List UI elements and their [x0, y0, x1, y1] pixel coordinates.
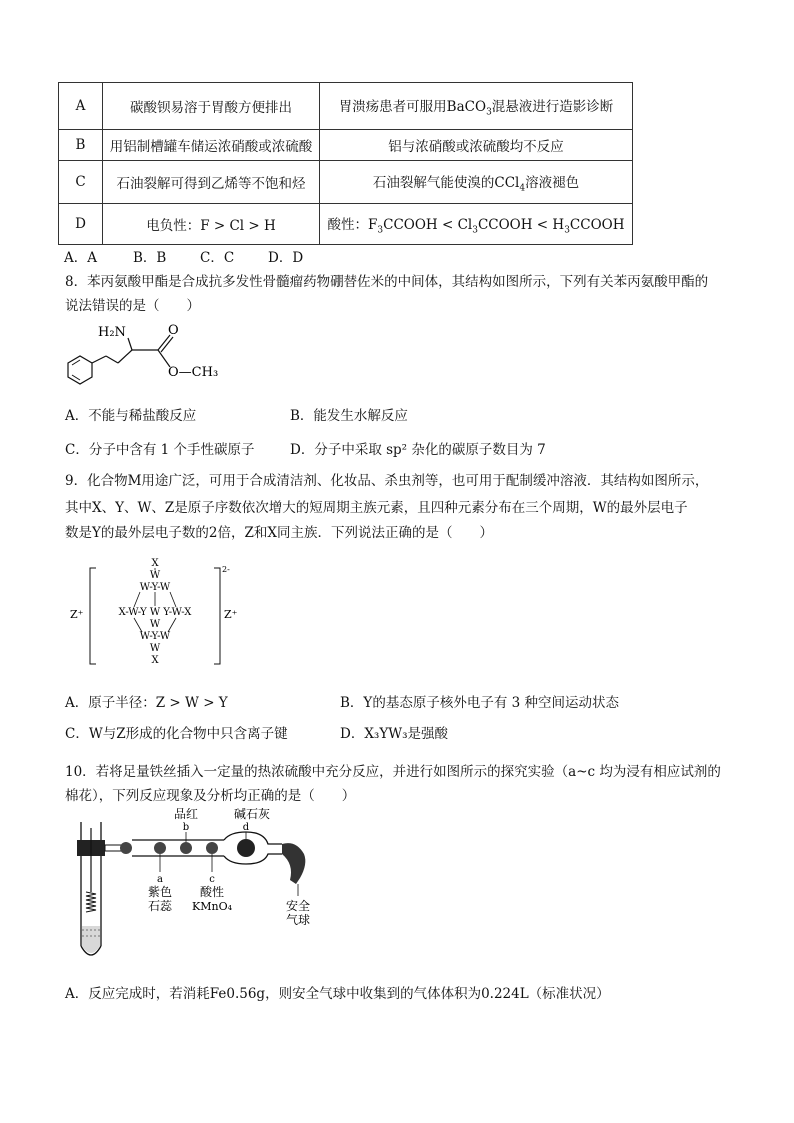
row-statement-1: 碳酸钡易溶于胃酸方便排出: [103, 83, 320, 130]
carbonyl-oxygen-label: O: [168, 323, 179, 338]
q7-option-a: A．A: [64, 250, 97, 266]
q8-option-a: A．不能与稀盐酸反应: [65, 408, 197, 424]
cation-right: Z⁺: [224, 608, 238, 621]
table-row: [59, 83, 633, 130]
q8-option-d: D．分子中采取 sp² 杂化的碳原子数目为 7: [290, 442, 546, 458]
charge-label: 2-: [222, 565, 230, 574]
table-row: [59, 204, 633, 245]
atom-row: X: [151, 655, 159, 666]
atom-row: W-Y-W: [139, 631, 171, 642]
q10-option-a: A．反应完成时，若消耗Fe0.56g，则安全气球中收集到的气体体积为0.224L（标准状况）: [65, 986, 610, 1002]
atom-row: X: [151, 558, 159, 569]
b-label: b: [182, 822, 190, 833]
q9-stem-line3: 数是Y的最外层电子数的2倍，Z和X同主族．下列说法正确的是（ ）: [65, 525, 493, 541]
compound-m-structure: [66, 552, 246, 672]
kmno4-label: KMnO₄: [192, 900, 232, 913]
zise-label: 紫色: [147, 885, 173, 899]
q8-stem-line2: 说法错误的是（ ）: [65, 298, 200, 314]
q7-option-b: B．B: [133, 250, 167, 266]
phenylalanine-methyl-ester-structure: [60, 320, 240, 388]
q10-stem-line1: 10．若将足量铁丝插入一定量的热浓硫酸中充分反应，并进行如图所示的探究实验（a~c 均为浸有相应试剂的: [65, 764, 721, 780]
pinhong-label: 品红: [173, 808, 199, 821]
options-table: [58, 82, 633, 245]
q8-option-b: B．能发生水解反应: [290, 408, 408, 424]
atom-row: W: [149, 570, 161, 581]
row-statement-1: 用铝制槽罐车储运浓硝酸或浓硫酸: [103, 130, 320, 161]
row-key: C: [59, 161, 103, 204]
soda-lime-label: 碱石灰: [233, 808, 271, 821]
atom-row: W: [149, 619, 161, 630]
atom-row: X-W-Y W Y-W-X: [118, 607, 192, 618]
a-label: a: [157, 874, 163, 885]
suanxing-label: 酸性: [199, 885, 225, 899]
q9-stem-line2: 其中X、Y、W、Z是原子序数依次增大的短周期主族元素，且四种元素分布在三个周期，W的最外层电子: [65, 500, 688, 516]
q9-option-b: B．Y的基态原子核外电子有 3 种空间运动状态: [340, 695, 620, 711]
q7-option-c: C．C: [200, 250, 235, 266]
atom-row: W-Y-W: [139, 582, 171, 593]
row-statement-1: 石油裂解可得到乙烯等不饱和烃: [103, 161, 320, 204]
anquan-label: 安全: [285, 899, 311, 913]
row-statement-2: 石油裂解气能使溴的CCl$_4$溶液褪色: [320, 161, 633, 204]
atom-row: W: [149, 643, 161, 654]
amine-label: H₂N: [98, 325, 126, 340]
ester-label: O—CH₃: [168, 365, 219, 380]
q9-option-d: D．X₃YW₃是强酸: [340, 726, 449, 742]
row-statement-2: 胃溃疡患者可服用BaCO$_3$混悬液进行造影诊断: [320, 83, 633, 130]
experiment-apparatus: [64, 808, 334, 968]
row-statement-2: 铝与浓硝酸或浓硫酸均不反应: [320, 130, 633, 161]
row-key: D: [59, 204, 103, 245]
row-statement-2: 酸性：$F_3CCOOH$ < $Cl_3CCOOH$ < $H_3CCOOH$: [320, 204, 633, 245]
qiqiu-label: 气球: [285, 913, 311, 927]
cation-left: Z⁺: [70, 608, 84, 621]
q9-option-c: C．W与Z形成的化合物中只含离子键: [65, 726, 288, 742]
table-row: [59, 161, 633, 204]
q8-stem-line1: 8．苯丙氨酸甲酯是合成抗多发性骨髓瘤药物硼替佐米的中间体，其结构如图所示，下列有关苯丙氨酸甲酯的: [65, 274, 709, 290]
shirui-label: 石蕊: [147, 899, 173, 913]
row-statement-1: 电负性：F > Cl > H: [103, 204, 320, 245]
q8-option-c: C．分子中含有 1 个手性碳原子: [65, 442, 255, 458]
q10-stem-line2: 棉花），下列反应现象及分析均正确的是（ ）: [65, 788, 356, 804]
table-row: [59, 130, 633, 161]
q7-option-d: D．D: [268, 250, 304, 266]
q9-stem-line1: 9．化合物M用途广泛，可用于合成清洁剂、化妆品、杀虫剂等，也可用于配制缓冲溶液．其结构如图所示，: [65, 473, 709, 489]
q9-option-a: A．原子半径：Z > W > Y: [65, 695, 228, 711]
d-label: d: [242, 822, 250, 833]
c-label: c: [209, 874, 215, 885]
row-key: A: [59, 83, 103, 130]
row-key: B: [59, 130, 103, 161]
